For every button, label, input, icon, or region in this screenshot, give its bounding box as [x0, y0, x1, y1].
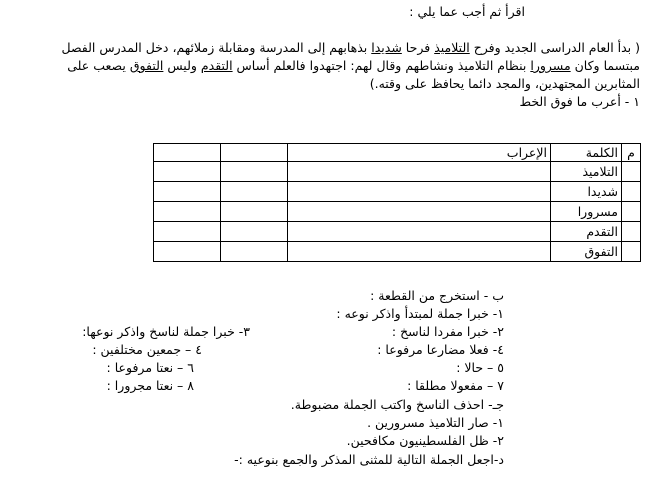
section-b-item: ٧ – مفعولا مطلقا :: [407, 378, 504, 393]
col-header-number: م: [622, 144, 641, 162]
heading: اقرأ ثم أجب عما يلي :: [409, 4, 525, 19]
cell-answer: [221, 242, 288, 262]
underlined-word: التلاميذ: [434, 40, 470, 55]
section-b-item: ٣- خبرا جملة لناسخ واذكر نوعها:: [82, 324, 250, 339]
section-b-item: ٢- خبرا مفردا لناسخ :: [391, 324, 504, 339]
cell-number: [622, 182, 641, 202]
passage-line-1: ( بدأ العام الدراسى الجديد وفرح التلاميذ فرحا شديدا بذهابهم إلى المدرسة ومقابلة زملائهم، دخل المدرس الفصل: [61, 40, 640, 55]
cell-word: التقدم: [551, 222, 622, 242]
cell-number: [622, 242, 641, 262]
cell-answer: [221, 162, 288, 182]
passage-line-2: مبتسما وكان مسرورا بنظام التلاميذ ونشاطهم وقال لهم: اجتهدوا فالعلم أساس التقدم وليس التفوق يصعب على: [67, 58, 640, 73]
cell-answer: [154, 202, 221, 222]
cell-answer: [221, 202, 288, 222]
q1-title: ١ - أعرب ما فوق الخط: [519, 94, 640, 109]
section-c-item: ٢- ظل الفلسطينيون مكافحين.: [346, 433, 504, 448]
cell-answer: [154, 162, 221, 182]
cell-answer: [154, 242, 221, 262]
cell-word: التلاميذ: [551, 162, 622, 182]
table-row: [154, 242, 641, 262]
table-row: [154, 222, 641, 242]
cell-number: [622, 162, 641, 182]
section-b-item: ٥ – حالا :: [456, 360, 504, 375]
section-b-item: ٤ – جمعين مختلفين :: [92, 342, 202, 357]
cell-number: [622, 202, 641, 222]
section-c-item: ١- صار التلاميذ مسرورين .: [367, 415, 504, 430]
cell-answer: [288, 222, 551, 242]
cell-answer: [221, 182, 288, 202]
col-header-word: الكلمة: [551, 144, 622, 162]
cell-answer: [154, 182, 221, 202]
underlined-word: مسرورا: [530, 58, 571, 73]
cell-number: [622, 222, 641, 242]
cell-answer: [154, 222, 221, 242]
cell-word: التفوق: [551, 242, 622, 262]
col-header-parsing: الإعراب: [288, 144, 551, 162]
underlined-word: التقدم: [200, 58, 233, 73]
cell-answer: [288, 242, 551, 262]
cell-answer: [221, 222, 288, 242]
table-row: [154, 162, 641, 182]
section-b-item: ٤- فعلا مضارعا مرفوعا :: [377, 342, 504, 357]
cell-word: مسرورا: [551, 202, 622, 222]
cell-answer: [288, 182, 551, 202]
col-header-3: [221, 144, 288, 162]
cell-answer: [288, 162, 551, 182]
parsing-table: [153, 143, 641, 262]
section-b-item: ٨ – نعتا مجرورا :: [106, 378, 194, 393]
cell-word: شديدا: [551, 182, 622, 202]
col-header-4: [154, 144, 221, 162]
table-header-row: [154, 144, 641, 162]
table-row: [154, 202, 641, 222]
underlined-word: شديدا: [371, 40, 402, 55]
passage-line-3: المثابرين المجتهدين، والمجد دائما يحافظ على وقته.): [369, 76, 640, 91]
cell-answer: [288, 202, 551, 222]
section-d-title: د-اجعل الجملة التالية للمثنى المذكر والجمع بنوعيه :-: [234, 452, 504, 467]
section-b-item: ٦ – نعتا مرفوعا :: [106, 360, 194, 375]
table-row: [154, 182, 641, 202]
section-b-item: ١- خبرا جملة لمبتدأ واذكر نوعه :: [336, 306, 504, 321]
section-c-title: جـ- احذف الناسخ واكتب الجملة مضبوطة.: [290, 397, 504, 412]
section-b-title: ب - استخرج من القطعة :: [370, 288, 504, 303]
underlined-word: التفوق: [129, 58, 164, 73]
